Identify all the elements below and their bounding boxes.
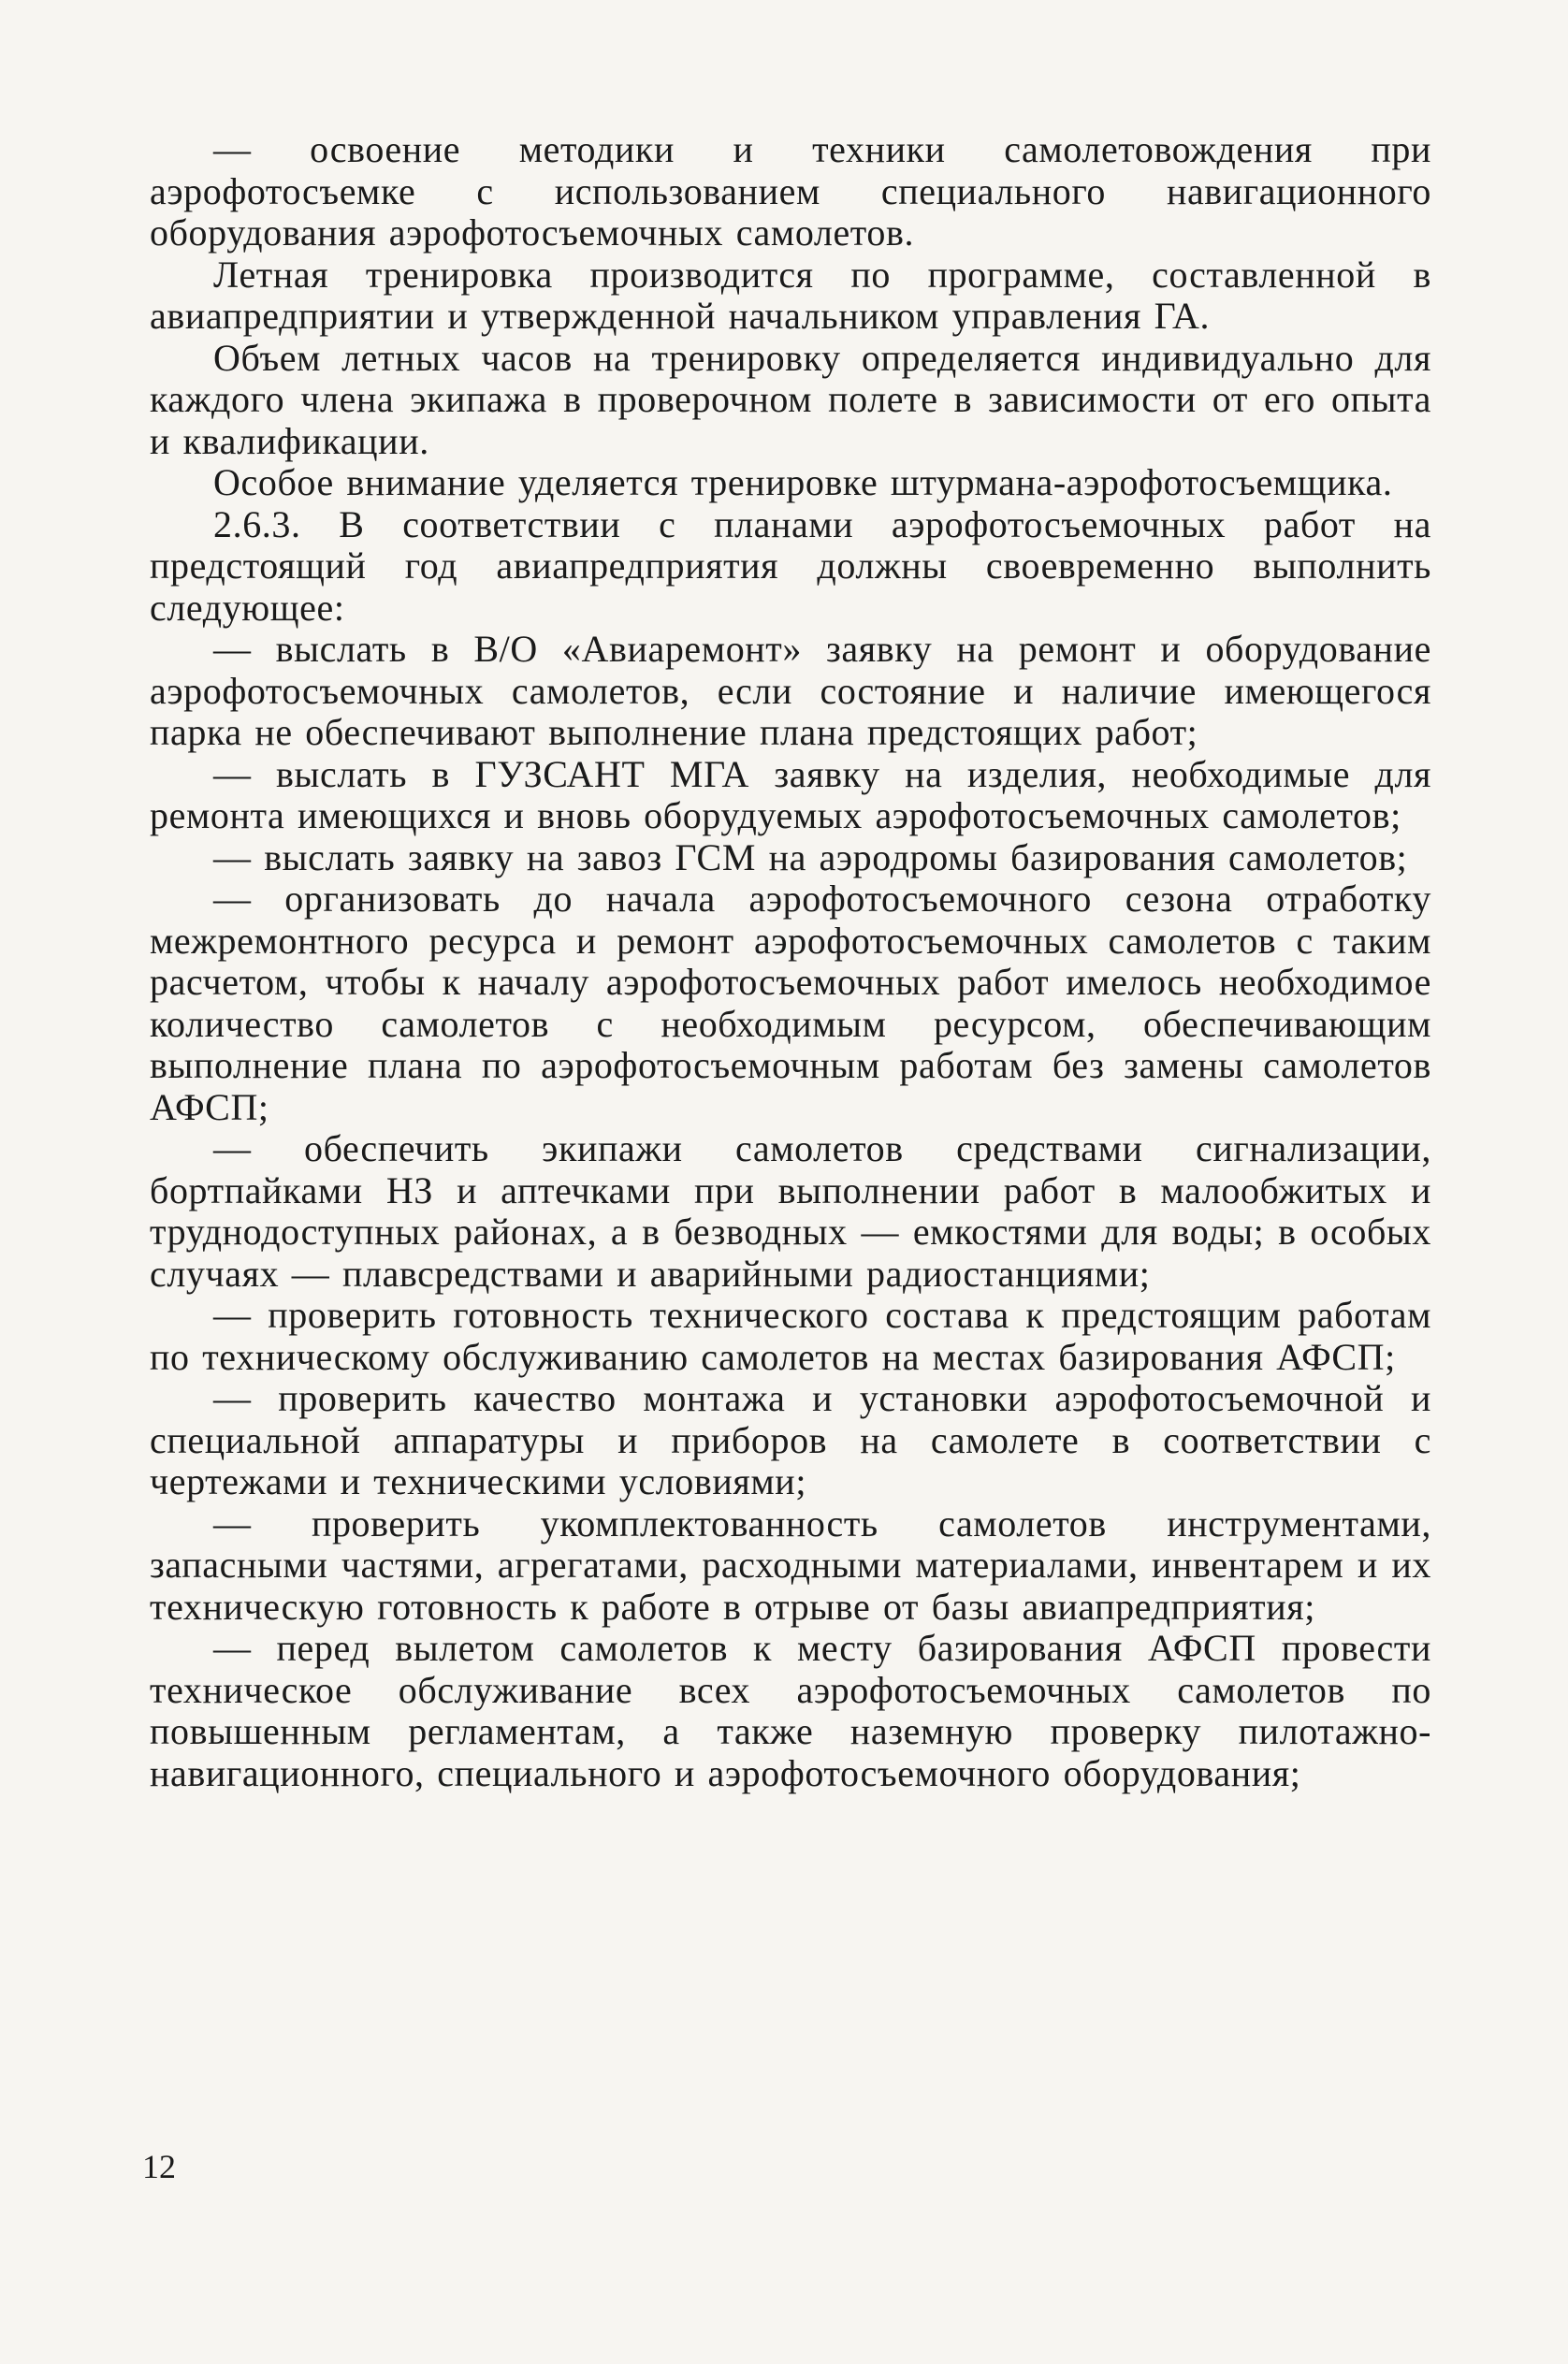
paragraph-03: Объем летных часов на тренировку определяется индивидуально для каждого члена экипажа в проверочном полете в зависимости от его опыта и квалификации.: [150, 336, 1431, 462]
paragraph-13: — проверить укомплектованность самолетов инструментами, запасными частями, агрегатами, расходными материалами, инвентарем и их техническую готовность к работе в отрыве от базы авиапредприятия;: [150, 1501, 1431, 1628]
paragraph-11: — проверить готовность технического состава к предстоящим работам по техническому обслуживанию самолетов на местах базирования АФСП;: [150, 1294, 1431, 1378]
page-number: 12: [142, 2148, 176, 2185]
paragraph-01: — освоение методики и техники самолетовождения при аэрофотосъемке с использованием специального навигационного оборудования аэрофотосъемочных самолетов.: [150, 128, 1431, 254]
paragraph-04: Особое внимание уделяется тренировке штурмана-аэрофотосъемщика.: [213, 461, 1393, 503]
paragraph-02: Летная тренировка производится по программе, составленной в авиапредприятии и утвержденной начальником управления ГА.: [150, 253, 1431, 337]
paragraph-12: — проверить качество монтажа и установки аэрофотосъемочной и специальной аппаратуры и приборов на самолете в соответствии с чертежами и техническими условиями;: [150, 1377, 1431, 1502]
page-body: [150, 129, 1431, 1794]
paragraph-09: — организовать до начала аэрофотосъемочного сезона отработку межремонтного ресурса и ремонт аэрофотосъемочных самолетов с таким расчетом, чтобы к началу аэрофотосъемочных работ имелось необходимое количество самолетов с необходимым ресурсом, обеспечивающим выполнение плана по аэрофотосъемочным работам без замены самолетов АФСП;: [150, 877, 1431, 1128]
paragraph-07: — выслать в ГУЗСАНТ МГА заявку на изделия, необходимые для ремонта имеющихся и вновь оборудуемых аэрофотосъемочных самолетов;: [150, 752, 1431, 836]
paragraph-06: — выслать в В/О «Авиаремонт» заявку на ремонт и оборудование аэрофотосъемочных самолетов, если состояние и наличие имеющегося парка не обеспечивают выполнение плана предстоящих работ;: [150, 628, 1431, 753]
paragraph-05: 2.6.3. В соответствии с планами аэрофотосъемочных работ на предстоящий год авиапредприятия должны своевременно выполнить следующее:: [150, 502, 1431, 629]
paragraph-10: — обеспечить экипажи самолетов средствами сигнализации, бортпайками НЗ и аптечками при выполнении работ в малообжитых и труднодоступных районах, а в безводных — емкостями для воды; в особых случаях — плавсредствами и аварийными радиостанциями;: [150, 1127, 1431, 1295]
paragraph-14: — перед вылетом самолетов к месту базирования АФСП провести техническое обслуживание всех аэрофотосъемочных самолетов по повышенным регламентам, а также наземную проверку пилотажно-навигационного, специального и аэрофотосъемочного оборудования;: [150, 1627, 1431, 1794]
paragraph-08: — выслать заявку на завоз ГСМ на аэродромы базирования самолетов;: [213, 835, 1408, 878]
